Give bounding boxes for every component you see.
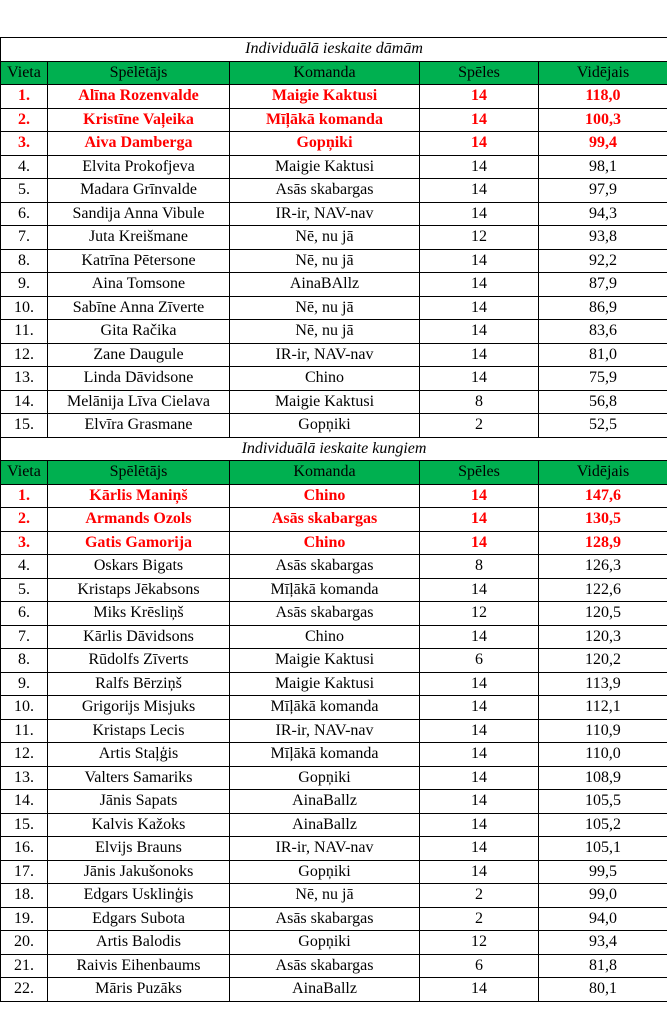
player-cell: Aiva Damberga [48,132,230,156]
place-cell: 14. [1,390,48,414]
player-cell: Katrīna Pētersone [48,249,230,273]
table-row [1,884,667,908]
place-cell: 2. [1,108,48,132]
player-cell: Māris Puzāks [48,978,230,1002]
games-cell: 14 [420,320,539,344]
average-cell: 112,1 [539,696,667,720]
average-cell: 147,6 [539,484,667,508]
games-cell: 14 [420,508,539,532]
table-row [1,837,667,861]
table-row [1,484,667,508]
player-cell: Juta Kreišmane [48,226,230,250]
games-cell: 14 [420,766,539,790]
place-cell: 5. [1,179,48,203]
header-team: Komanda [230,461,420,485]
average-cell: 130,5 [539,508,667,532]
team-cell: Asās skabargas [230,954,420,978]
average-cell: 118,0 [539,85,667,109]
player-cell: Gita Račika [48,320,230,344]
games-cell: 6 [420,954,539,978]
games-cell: 2 [420,907,539,931]
table-row [1,202,667,226]
games-cell: 12 [420,931,539,955]
team-cell: Chino [230,484,420,508]
place-cell: 9. [1,273,48,297]
games-cell: 14 [420,978,539,1002]
team-cell: Maigie Kaktusi [230,672,420,696]
player-cell: Miks Krēsliņš [48,602,230,626]
player-cell: Oskars Bigats [48,555,230,579]
team-cell: Mīļākā komanda [230,578,420,602]
place-cell: 4. [1,555,48,579]
average-cell: 113,9 [539,672,667,696]
place-cell: 5. [1,578,48,602]
table-row [1,508,667,532]
player-cell: Jānis Sapats [48,790,230,814]
place-cell: 20. [1,931,48,955]
games-cell: 2 [420,414,539,438]
table-row [1,155,667,179]
player-cell: Kristaps Lecis [48,719,230,743]
section-title-men [1,437,667,461]
team-cell: Maigie Kaktusi [230,649,420,673]
player-cell: Grigorijs Misjuks [48,696,230,720]
team-cell: IR-ir, NAV-nav [230,837,420,861]
table-row [1,978,667,1002]
team-cell: Nē, nu jā [230,884,420,908]
place-cell: 13. [1,766,48,790]
player-cell: Kristīne Vaļeika [48,108,230,132]
average-cell: 75,9 [539,367,667,391]
average-cell: 86,9 [539,296,667,320]
team-cell: AinaBAllz [230,273,420,297]
games-cell: 14 [420,696,539,720]
player-cell: Artis Balodis [48,931,230,955]
games-cell: 14 [420,132,539,156]
place-cell: 10. [1,696,48,720]
place-cell: 3. [1,531,48,555]
average-cell: 87,9 [539,273,667,297]
games-cell: 14 [420,296,539,320]
average-cell: 56,8 [539,390,667,414]
header-place: Vieta [1,461,48,485]
header-games: Spēles [420,461,539,485]
average-cell: 126,3 [539,555,667,579]
table-row [1,743,667,767]
average-cell: 83,6 [539,320,667,344]
average-cell: 81,0 [539,343,667,367]
table-row [1,790,667,814]
games-cell: 6 [420,649,539,673]
games-cell: 14 [420,273,539,297]
place-cell: 17. [1,860,48,884]
player-cell: Artis Staļģis [48,743,230,767]
average-cell: 110,9 [539,719,667,743]
team-cell: Maigie Kaktusi [230,85,420,109]
results-table-body [1,38,667,1002]
place-cell: 16. [1,837,48,861]
place-cell: 22. [1,978,48,1002]
results-table [0,37,667,1002]
team-cell: Mīļākā komanda [230,696,420,720]
team-cell: Nē, nu jā [230,320,420,344]
player-cell: Ralfs Bērziņš [48,672,230,696]
table-row [1,296,667,320]
player-cell: Alīna Rozenvalde [48,85,230,109]
team-cell: Maigie Kaktusi [230,390,420,414]
place-cell: 15. [1,414,48,438]
team-cell: Gopņiki [230,766,420,790]
games-cell: 14 [420,85,539,109]
average-cell: 99,5 [539,860,667,884]
table-row [1,531,667,555]
table-row [1,85,667,109]
header-average: Vidējais [539,461,667,485]
games-cell: 14 [420,813,539,837]
player-cell: Kalvis Kažoks [48,813,230,837]
place-cell: 11. [1,320,48,344]
player-cell: Valters Samariks [48,766,230,790]
average-cell: 92,2 [539,249,667,273]
average-cell: 108,9 [539,766,667,790]
games-cell: 2 [420,884,539,908]
team-cell: Asās skabargas [230,179,420,203]
games-cell: 14 [420,484,539,508]
place-cell: 1. [1,484,48,508]
team-cell: Mīļākā komanda [230,108,420,132]
table-row [1,860,667,884]
player-cell: Elvita Prokofjeva [48,155,230,179]
player-cell: Raivis Eihenbaums [48,954,230,978]
average-cell: 97,9 [539,179,667,203]
place-cell: 2. [1,508,48,532]
table-row [1,390,667,414]
games-cell: 14 [420,719,539,743]
team-cell: Asās skabargas [230,602,420,626]
player-cell: Madara Grīnvalde [48,179,230,203]
games-cell: 12 [420,226,539,250]
average-cell: 120,3 [539,625,667,649]
table-row [1,719,667,743]
table-row [1,343,667,367]
table-row [1,766,667,790]
player-cell: Sabīne Anna Zīverte [48,296,230,320]
average-cell: 99,0 [539,884,667,908]
team-cell: IR-ir, NAV-nav [230,343,420,367]
average-cell: 93,4 [539,931,667,955]
average-cell: 120,2 [539,649,667,673]
table-row [1,672,667,696]
table-row [1,108,667,132]
player-cell: Kristaps Jēkabsons [48,578,230,602]
average-cell: 81,8 [539,954,667,978]
table-row [1,226,667,250]
table-row [1,625,667,649]
average-cell: 122,6 [539,578,667,602]
team-cell: Asās skabargas [230,555,420,579]
team-cell: Gopņiki [230,132,420,156]
header-games: Spēles [420,61,539,85]
table-row [1,907,667,931]
average-cell: 100,3 [539,108,667,132]
games-cell: 14 [420,367,539,391]
player-cell: Aina Tomsone [48,273,230,297]
average-cell: 105,2 [539,813,667,837]
place-cell: 18. [1,884,48,908]
table-header-row [1,461,667,485]
place-cell: 12. [1,743,48,767]
games-cell: 14 [420,860,539,884]
place-cell: 12. [1,343,48,367]
place-cell: 9. [1,672,48,696]
table-row [1,649,667,673]
games-cell: 14 [420,155,539,179]
team-cell: AinaBallz [230,813,420,837]
table-row [1,578,667,602]
games-cell: 14 [420,790,539,814]
team-cell: Asās skabargas [230,508,420,532]
team-cell: Gopņiki [230,860,420,884]
table-row [1,696,667,720]
average-cell: 105,5 [539,790,667,814]
place-cell: 13. [1,367,48,391]
place-cell: 7. [1,226,48,250]
games-cell: 14 [420,625,539,649]
place-cell: 21. [1,954,48,978]
player-cell: Edgars Subota [48,907,230,931]
section-title: Individuālā ieskaite dāmām [1,38,667,62]
player-cell: Zane Daugule [48,343,230,367]
place-cell: 8. [1,649,48,673]
header-place: Vieta [1,61,48,85]
team-cell: IR-ir, NAV-nav [230,719,420,743]
place-cell: 4. [1,155,48,179]
average-cell: 80,1 [539,978,667,1002]
player-cell: Melānija Līva Cielava [48,390,230,414]
table-row [1,954,667,978]
games-cell: 14 [420,179,539,203]
average-cell: 105,1 [539,837,667,861]
table-row [1,132,667,156]
table-header-row [1,61,667,85]
place-cell: 11. [1,719,48,743]
team-cell: Gopņiki [230,414,420,438]
table-row [1,273,667,297]
place-cell: 3. [1,132,48,156]
header-average: Vidējais [539,61,667,85]
team-cell: Chino [230,367,420,391]
games-cell: 14 [420,672,539,696]
table-row [1,555,667,579]
games-cell: 8 [420,555,539,579]
table-row [1,367,667,391]
place-cell: 14. [1,790,48,814]
player-cell: Sandija Anna Vibule [48,202,230,226]
place-cell: 8. [1,249,48,273]
table-row [1,320,667,344]
table-row [1,179,667,203]
player-cell: Rūdolfs Zīverts [48,649,230,673]
games-cell: 8 [420,390,539,414]
player-cell: Kārlis Maniņš [48,484,230,508]
team-cell: Nē, nu jā [230,296,420,320]
header-player: Spēlētājs [48,461,230,485]
team-cell: Maigie Kaktusi [230,155,420,179]
games-cell: 14 [420,343,539,367]
games-cell: 14 [420,743,539,767]
average-cell: 94,0 [539,907,667,931]
average-cell: 93,8 [539,226,667,250]
place-cell: 10. [1,296,48,320]
place-cell: 6. [1,602,48,626]
team-cell: Gopņiki [230,931,420,955]
team-cell: Nē, nu jā [230,226,420,250]
team-cell: AinaBallz [230,790,420,814]
header-team: Komanda [230,61,420,85]
games-cell: 14 [420,249,539,273]
place-cell: 15. [1,813,48,837]
average-cell: 120,5 [539,602,667,626]
section-title: Individuālā ieskaite kungiem [1,437,667,461]
games-cell: 14 [420,837,539,861]
player-cell: Jānis Jakušonoks [48,860,230,884]
section-title-women [1,38,667,62]
games-cell: 14 [420,578,539,602]
team-cell: Chino [230,531,420,555]
place-cell: 19. [1,907,48,931]
average-cell: 52,5 [539,414,667,438]
average-cell: 110,0 [539,743,667,767]
player-cell: Elvijs Brauns [48,837,230,861]
games-cell: 12 [420,602,539,626]
table-row [1,249,667,273]
team-cell: Mīļākā komanda [230,743,420,767]
table-row [1,602,667,626]
place-cell: 7. [1,625,48,649]
games-cell: 14 [420,531,539,555]
place-cell: 6. [1,202,48,226]
table-row [1,931,667,955]
average-cell: 99,4 [539,132,667,156]
team-cell: AinaBallz [230,978,420,1002]
average-cell: 94,3 [539,202,667,226]
player-cell: Armands Ozols [48,508,230,532]
average-cell: 128,9 [539,531,667,555]
player-cell: Elvīra Grasmane [48,414,230,438]
games-cell: 14 [420,108,539,132]
games-cell: 14 [420,202,539,226]
place-cell: 1. [1,85,48,109]
header-player: Spēlētājs [48,61,230,85]
table-row [1,813,667,837]
table-row [1,414,667,438]
average-cell: 98,1 [539,155,667,179]
player-cell: Gatis Gamorija [48,531,230,555]
player-cell: Kārlis Dāvidsons [48,625,230,649]
team-cell: Nē, nu jā [230,249,420,273]
team-cell: Chino [230,625,420,649]
team-cell: IR-ir, NAV-nav [230,202,420,226]
player-cell: Edgars Usklinģis [48,884,230,908]
player-cell: Linda Dāvidsone [48,367,230,391]
team-cell: Asās skabargas [230,907,420,931]
